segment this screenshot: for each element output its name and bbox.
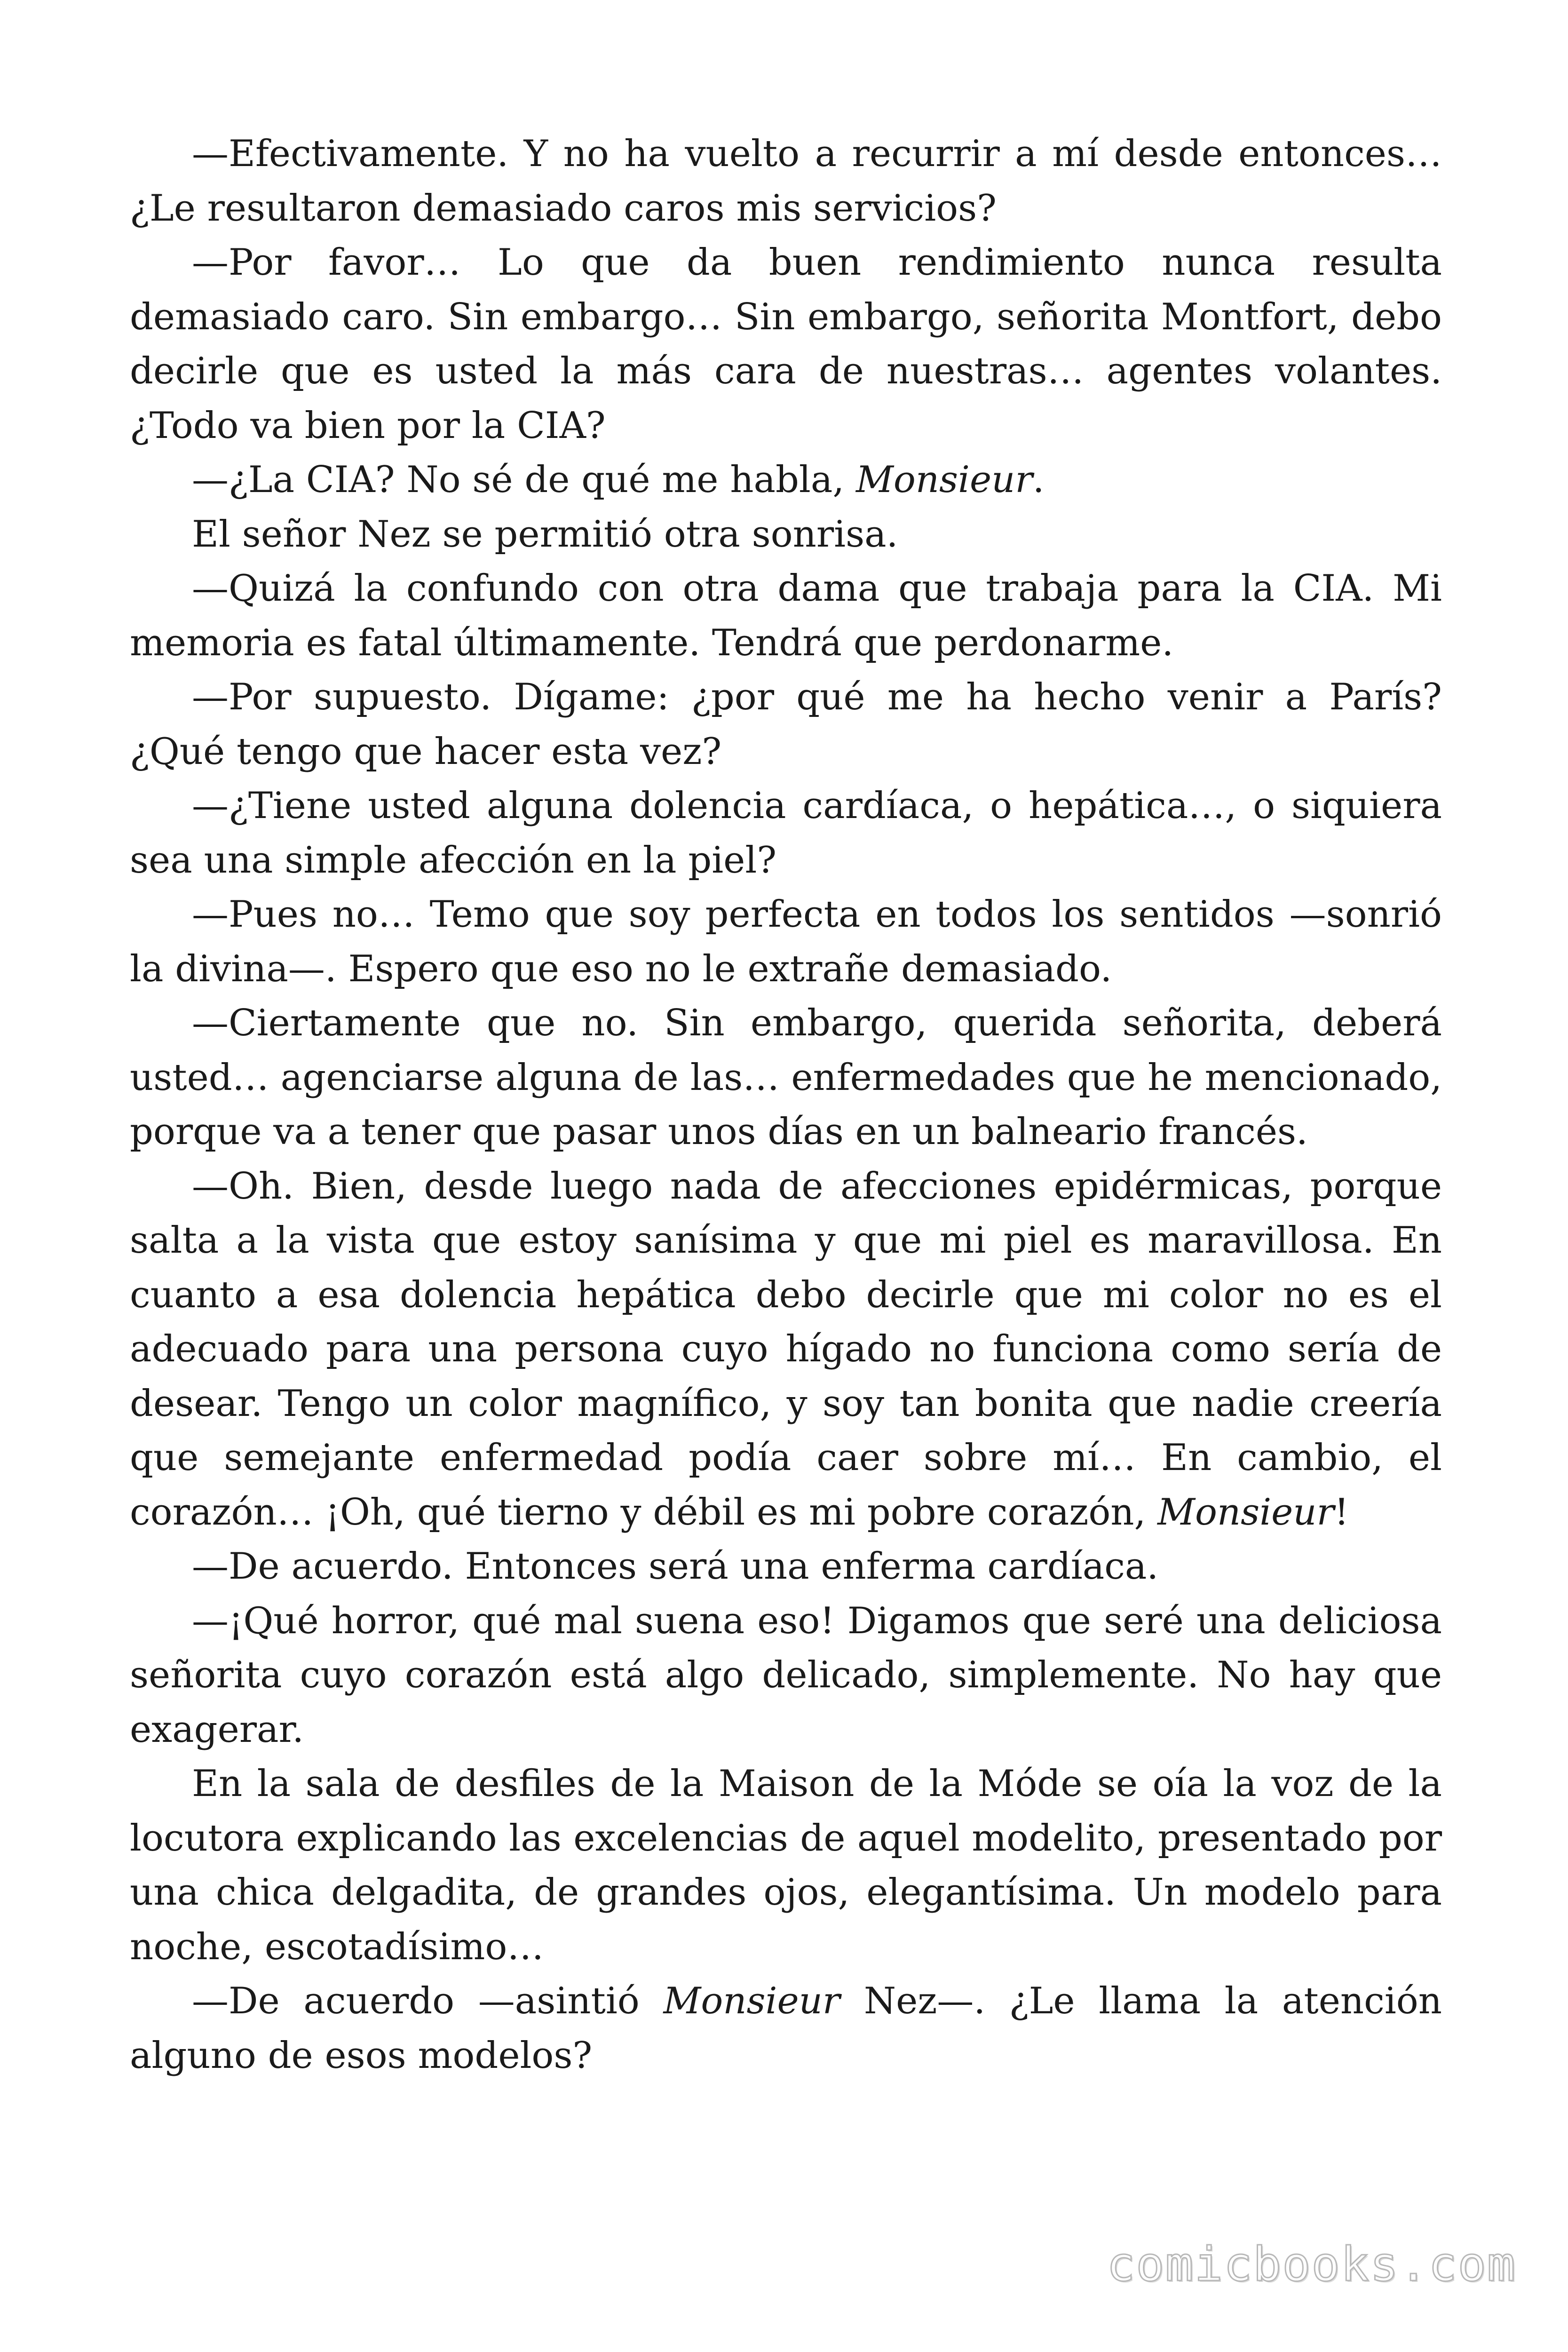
text-run: —Por favor… Lo que da buen rendimiento nunca resulta demasiado caro. Sin embargo… Sin embargo, señorita Montfort, debo decirle que es usted la más cara de nuestras… agentes volantes. ¿Todo va bien por la CIA? [130, 241, 1442, 447]
paragraph [130, 453, 1442, 508]
italic-text: Monsieur [855, 459, 1033, 501]
paragraph [130, 888, 1442, 996]
paragraph [130, 562, 1442, 670]
text-run: —¡Qué horror, qué mal suena eso! Digamos que seré una deliciosa señorita cuyo corazón está algo delicado, simplemente. No hay que exagerar. [130, 1599, 1442, 1751]
text-run: —Oh. Bien, desde luego nada de afecciones epidérmicas, porque salta a la vista que estoy sanísima y que mi piel es maravillosa. En cuanto a esa dolencia hepática debo decirle que mi color no es el adecuado para una persona cuyo hígado no funciona como sería de desear. Tengo un color magnífico, y soy tan bonita que nadie creería que semejante enfermedad podía caer sobre mí… En cambio, el corazón… ¡Oh, qué tierno y débil es mi pobre corazón, [130, 1165, 1442, 1534]
paragraph [130, 1160, 1442, 1540]
paragraph [130, 1974, 1442, 2083]
italic-text: Monsieur [1157, 1491, 1334, 1534]
paragraph [130, 996, 1442, 1160]
watermark-logo: comicbooks.com [1107, 2237, 1516, 2292]
italic-text: Monsieur [663, 1980, 840, 2022]
text-run: En la sala de desfiles de la Maison de la Móde se oía la voz de la locutora explicando las excelencias de aquel modelito, presentado por una chica delgadita, de grandes ojos, elegantísima. Un modelo para noche, escotadísimo… [130, 1763, 1442, 1968]
paragraph [130, 127, 1442, 236]
text-run: —Por supuesto. Dígame: ¿por qué me ha hecho venir a París? ¿Qué tengo que hacer esta vez? [130, 676, 1442, 773]
paragraph [130, 779, 1442, 888]
page-body [130, 127, 1442, 2083]
paragraph [130, 236, 1442, 453]
text-run: El señor Nez se permitió otra sonrisa. [192, 513, 898, 556]
text-run: —De acuerdo. Entonces será una enferma cardíaca. [192, 1545, 1159, 1588]
paragraph [130, 508, 1442, 562]
paragraph [130, 1540, 1442, 1594]
paragraph [130, 1594, 1442, 1757]
paragraph [130, 670, 1442, 779]
text-run: —Pues no… Temo que soy perfecta en todos los sentidos —sonrió la divina—. Espero que eso no le extrañe demasiado. [130, 893, 1442, 990]
text-run: —¿Tiene usted alguna dolencia cardíaca, o hepática…, o siquiera sea una simple afección en la piel? [130, 785, 1442, 882]
text-run: —¿La CIA? No sé de qué me habla, [192, 459, 856, 501]
text-run: . [1032, 459, 1045, 501]
text-run: Nez—. ¿Le llama la atención alguno de esos modelos? [130, 1980, 1442, 2077]
text-run: —Efectivamente. Y no ha vuelto a recurrir a mí desde entonces… ¿Le resultaron demasiado caros mis servicios? [130, 133, 1442, 230]
text-run: —Ciertamente que no. Sin embargo, querida señorita, deberá usted… agenciarse alguna de las… enfermedades que he mencionado, porque va a tener que pasar unos días en un balneario francés. [130, 1002, 1442, 1153]
text-run: —De acuerdo —asintió [192, 1980, 664, 2022]
text-run: —Quizá la confundo con otra dama que trabaja para la CIA. Mi memoria es fatal últimamente. Tendrá que perdonarme. [130, 567, 1442, 664]
text-run: ! [1334, 1491, 1349, 1534]
paragraph [130, 1757, 1442, 1974]
